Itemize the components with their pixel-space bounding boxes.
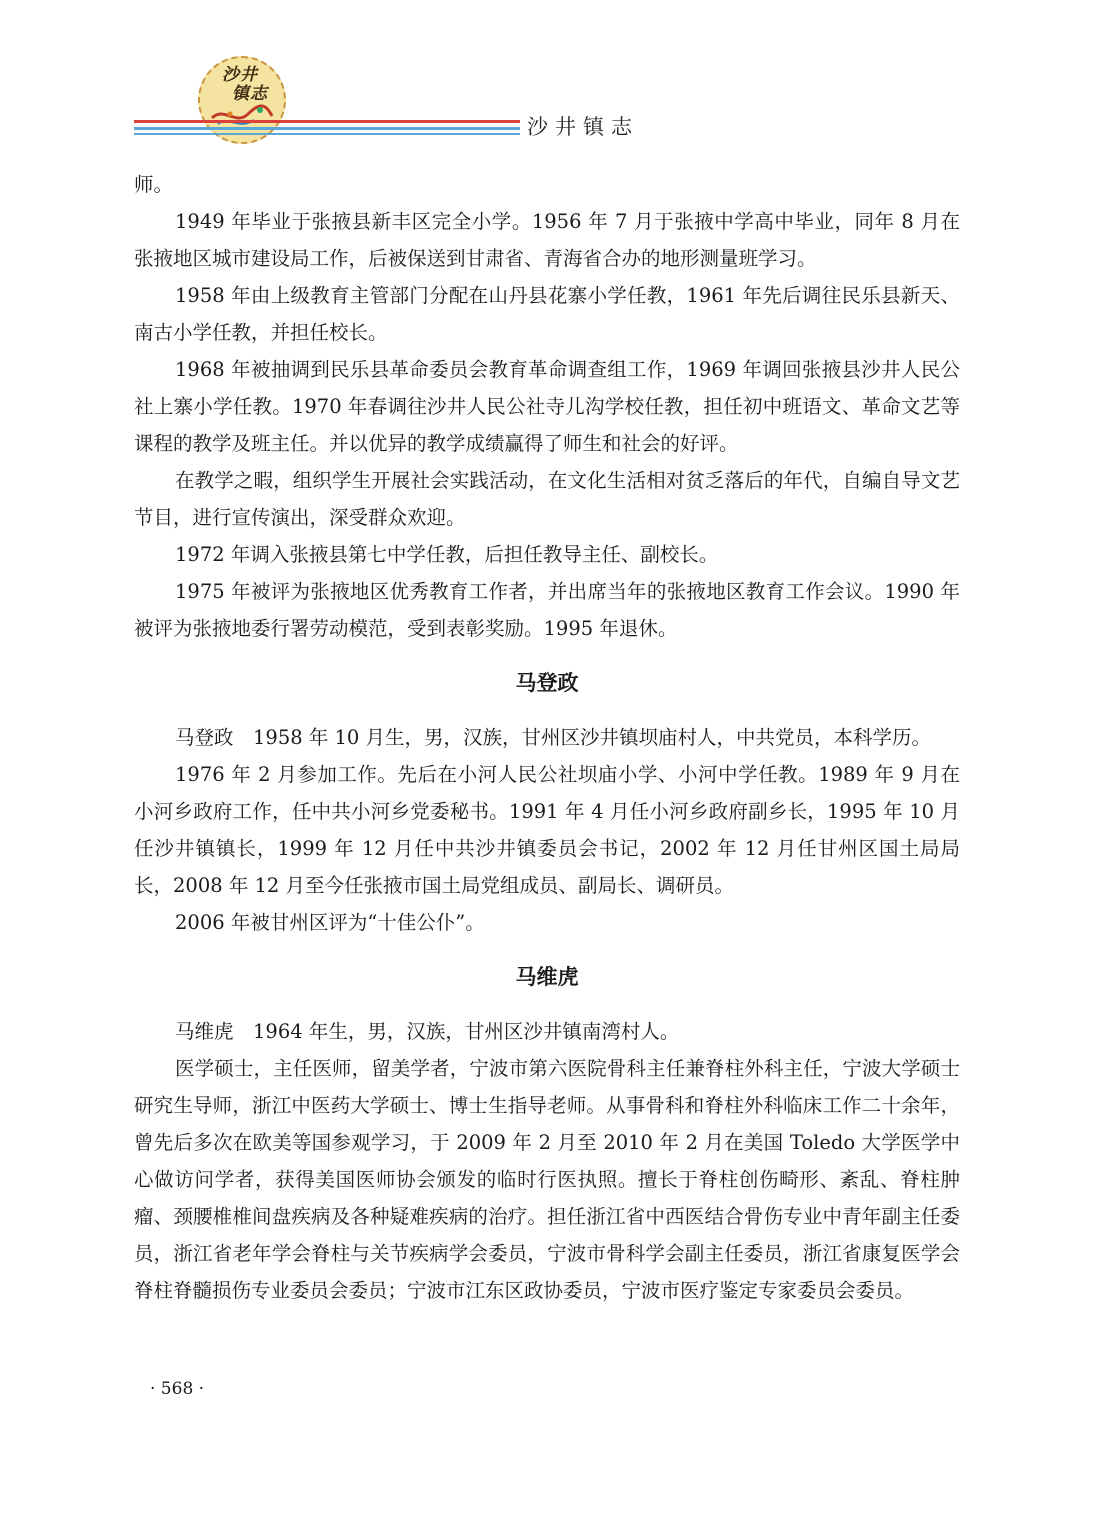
paragraph: 2006 年被甘州区评为“十佳公仆”。 bbox=[175, 911, 485, 934]
paragraph: 马登政 1958 年 10 月生，男，汉族，甘州区沙井镇坝庙村人，中共党员，本科学历。 bbox=[175, 726, 932, 749]
header-rule-red bbox=[134, 120, 520, 123]
page-body bbox=[134, 166, 960, 1309]
paragraph: 1958 年由上级教育主管部门分配在山丹县花寨小学任教，1961 年先后调往民乐县新天、南古小学任教，并担任校长。 bbox=[134, 284, 960, 344]
paragraph: 医学硕士，主任医师，留美学者，宁波市第六医院骨科主任兼脊柱外科主任，宁波大学硕士研究生导师，浙江中医药大学硕士、博士生指导老师。从事骨科和脊柱外科临床工作二十余年，曾先后多次在欧美等国参观学习，于 2009 年 2 月至 2010 年 2 月在美国 Toledo 大学医学中心做访问学者，获得美国医师协会颁发的临时行医执照。擅长于脊柱创伤畸形、紊乱、脊柱肿瘤、颈腰椎椎间盘疾病及各种疑难疾病的治疗。担任浙江省中西医结合骨伤专业中青年副主任委员，浙江省老年学会脊柱与关节疾病学会委员，宁波市骨科学会副主任委员，浙江省康复医学会脊柱脊髓损伤专业委员会委员；宁波市江东区政协委员，宁波市医疗鉴定专家委员会委员。 bbox=[134, 1057, 960, 1302]
phoenix-icon bbox=[210, 100, 274, 130]
book-logo-seal bbox=[198, 56, 286, 144]
paragraph: 1972 年调入张掖县第七中学任教，后担任教导主任、副校长。 bbox=[175, 543, 719, 566]
header-rule-blue-thin bbox=[134, 133, 520, 135]
page-header bbox=[0, 0, 1093, 150]
page-number: · 568 · bbox=[150, 1379, 205, 1399]
paragraph: 1976 年 2 月参加工作。先后在小河人民公社坝庙小学、小河中学任教。1989 年 9 月在小河乡政府工作，任中共小河乡党委秘书。1991 年 4 月任小河乡政府副乡长，1995 年 10 月任沙井镇镇长，1999 年 12 月任中共沙井镇委员会书记，2002 年 12 月任甘州区国土局局长，2008 年 12 月至今任张掖市国土局党组成员、副局长、调研员。 bbox=[134, 763, 960, 897]
paragraph: 马维虎 1964 年生，男，汉族，甘州区沙井镇南湾村人。 bbox=[175, 1020, 680, 1043]
paragraph: 1949 年毕业于张掖县新丰区完全小学。1956 年 7 月于张掖中学高中毕业，同年 8 月在张掖地区城市建设局工作，后被保送到甘肃省、青海省合办的地形测量班学习。 bbox=[134, 210, 960, 270]
paragraph: 师。 bbox=[134, 173, 174, 196]
paragraph: 1975 年被评为张掖地区优秀教育工作者，并出席当年的张掖地区教育工作会议。1990 年被评为张掖地委行署劳动模范，受到表彰奖励。1995 年退休。 bbox=[134, 580, 960, 640]
seal-text-line2: 镇志 bbox=[232, 84, 268, 104]
paragraph: 在教学之暇，组织学生开展社会实践活动，在文化生活相对贫乏落后的年代，自编自导文艺节目，进行宣传演出，深受群众欢迎。 bbox=[134, 469, 960, 529]
section-heading-ma-dengzheng: 马登政 bbox=[515, 671, 579, 695]
section-heading-ma-weihu: 马维虎 bbox=[515, 965, 579, 989]
book-title: 沙井镇志 bbox=[527, 115, 639, 139]
header-rule-blue bbox=[134, 127, 520, 130]
seal-text-line1: 沙井 bbox=[222, 65, 258, 85]
paragraph: 1968 年被抽调到民乐县革命委员会教育革命调查组工作，1969 年调回张掖县沙井人民公社上寨小学任教。1970 年春调往沙井人民公社寺儿沟学校任教，担任初中班语文、革命文艺等课程的教学及班主任。并以优异的教学成绩赢得了师生和社会的好评。 bbox=[134, 358, 960, 455]
